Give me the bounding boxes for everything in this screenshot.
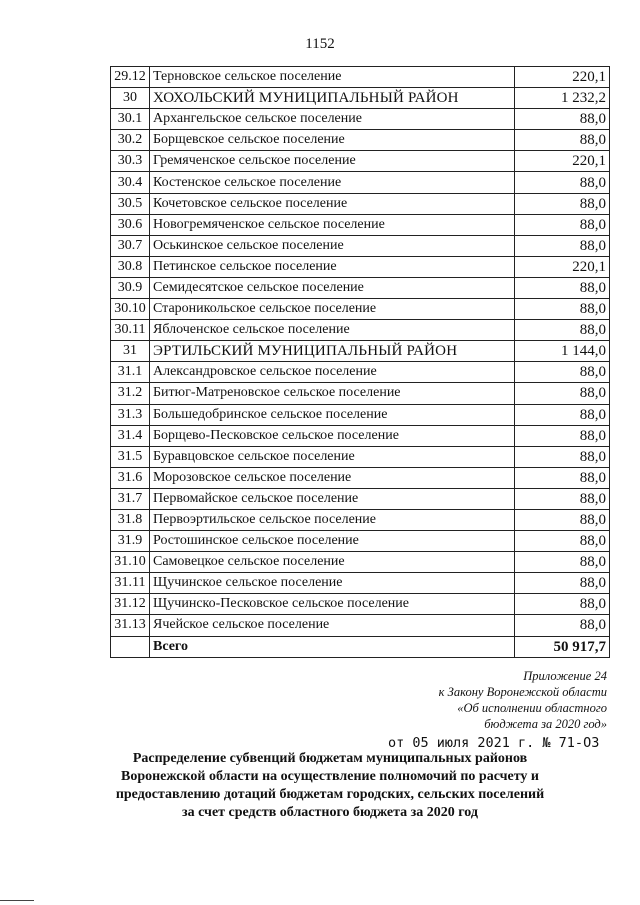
row-amount-cell: 88,0 <box>515 425 610 446</box>
row-number-cell: 31.2 <box>111 383 150 404</box>
district-row <box>111 88 610 109</box>
row-name-cell: Всего <box>150 636 515 657</box>
row-name-cell: ХОХОЛЬСКИЙ МУНИЦИПАЛЬНЫЙ РАЙОН <box>150 88 515 109</box>
row-number-cell: 30.9 <box>111 277 150 298</box>
row-number-cell: 31.8 <box>111 509 150 530</box>
row-name-cell: Щучинско-Песковское сельское поселение <box>150 594 515 615</box>
row-amount-cell: 88,0 <box>515 446 610 467</box>
row-number-cell: 30.1 <box>111 109 150 130</box>
row-name-cell: Буравцовское сельское поселение <box>150 446 515 467</box>
footer-divider <box>0 900 34 901</box>
row-amount-cell: 88,0 <box>515 214 610 235</box>
table-row <box>111 299 610 320</box>
law-date-stamp: от 05 июля 2021 г. № 71-ОЗ <box>388 735 600 751</box>
table-row <box>111 362 610 383</box>
row-name-cell: Первомайское сельское поселение <box>150 488 515 509</box>
row-number-cell: 30.8 <box>111 256 150 277</box>
total-row <box>111 636 610 657</box>
table-row <box>111 404 610 425</box>
row-amount-cell: 88,0 <box>515 615 610 636</box>
row-amount-cell: 88,0 <box>515 467 610 488</box>
row-number-cell: 30.6 <box>111 214 150 235</box>
row-name-cell: Петинское сельское поселение <box>150 256 515 277</box>
row-amount-cell: 88,0 <box>515 594 610 615</box>
row-amount-cell: 88,0 <box>515 277 610 298</box>
row-name-cell: Костенское сельское поселение <box>150 172 515 193</box>
title-line: Воронежской области на осуществление полномочий по расчету и <box>120 769 540 784</box>
row-number-cell: 31.12 <box>111 594 150 615</box>
row-amount-cell: 220,1 <box>515 256 610 277</box>
row-amount-cell: 88,0 <box>515 383 610 404</box>
row-number-cell: 30.5 <box>111 193 150 214</box>
page-number: 1152 <box>305 36 335 52</box>
appendix-line: «Об исполнении областного <box>457 701 607 715</box>
row-name-cell: Ячейское сельское поселение <box>150 615 515 636</box>
row-name-cell: Семидесятское сельское поселение <box>150 277 515 298</box>
row-number-cell: 31.6 <box>111 467 150 488</box>
row-amount-cell: 220,1 <box>515 151 610 172</box>
row-amount-cell: 88,0 <box>515 573 610 594</box>
row-amount-cell: 88,0 <box>515 488 610 509</box>
table-row <box>111 67 610 88</box>
row-name-cell: Морозовское сельское поселение <box>150 467 515 488</box>
row-name-cell: ЭРТИЛЬСКИЙ МУНИЦИПАЛЬНЫЙ РАЙОН <box>150 341 515 362</box>
row-name-cell: Яблоченское сельское поселение <box>150 320 515 341</box>
row-amount-cell: 220,1 <box>515 67 610 88</box>
row-amount-cell: 88,0 <box>515 552 610 573</box>
appendix-line: Приложение 24 <box>523 669 607 683</box>
row-amount-cell: 88,0 <box>515 531 610 552</box>
row-name-cell: Битюг-Матреновское сельское поселение <box>150 383 515 404</box>
table-row <box>111 130 610 151</box>
row-name-cell: Первоэртильское сельское поселение <box>150 509 515 530</box>
row-number-cell: 31.10 <box>111 552 150 573</box>
row-number-cell: 31.5 <box>111 446 150 467</box>
row-amount-cell: 1 144,0 <box>515 341 610 362</box>
row-amount-cell: 88,0 <box>515 130 610 151</box>
row-number-cell: 31 <box>111 341 150 362</box>
row-number-cell: 31.3 <box>111 404 150 425</box>
table-row <box>111 151 610 172</box>
table-row <box>111 594 610 615</box>
row-name-cell: Кочетовское сельское поселение <box>150 193 515 214</box>
table-row <box>111 488 610 509</box>
table-row <box>111 172 610 193</box>
row-amount-cell: 50 917,7 <box>515 636 610 657</box>
table-row <box>111 615 610 636</box>
row-number-cell <box>111 636 150 657</box>
row-number-cell: 31.11 <box>111 573 150 594</box>
row-name-cell: Терновское сельское поселение <box>150 67 515 88</box>
row-name-cell: Гремяченское сельское поселение <box>150 151 515 172</box>
table-row <box>111 383 610 404</box>
row-number-cell: 29.12 <box>111 67 150 88</box>
row-number-cell: 31.9 <box>111 531 150 552</box>
table-row <box>111 214 610 235</box>
table-row <box>111 446 610 467</box>
row-name-cell: Большедобринское сельское поселение <box>150 404 515 425</box>
row-amount-cell: 88,0 <box>515 509 610 530</box>
document-title <box>80 750 580 822</box>
row-number-cell: 31.1 <box>111 362 150 383</box>
row-name-cell: Борщевское сельское поселение <box>150 130 515 151</box>
table-row <box>111 109 610 130</box>
budget-table-body <box>111 67 610 658</box>
title-line: за счет средств областного бюджета за 2020 год <box>181 805 478 820</box>
row-number-cell: 30.4 <box>111 172 150 193</box>
title-line: предоставлению дотаций бюджетам городских, сельских поселений <box>115 787 545 802</box>
appendix-line: бюджета за 2020 год» <box>484 717 607 731</box>
row-name-cell: Самовецкое сельское поселение <box>150 552 515 573</box>
row-name-cell: Александровское сельское поселение <box>150 362 515 383</box>
row-name-cell: Ростошинское сельское поселение <box>150 531 515 552</box>
row-amount-cell: 88,0 <box>515 172 610 193</box>
row-name-cell: Оськинское сельское поселение <box>150 235 515 256</box>
appendix-line: к Закону Воронежской области <box>438 685 607 699</box>
row-number-cell: 30.3 <box>111 151 150 172</box>
row-name-cell: Щучинское сельское поселение <box>150 573 515 594</box>
table-row <box>111 425 610 446</box>
table-row <box>111 531 610 552</box>
row-amount-cell: 88,0 <box>515 320 610 341</box>
row-amount-cell: 88,0 <box>515 299 610 320</box>
row-name-cell: Борщево-Песковское сельское поселение <box>150 425 515 446</box>
row-amount-cell: 1 232,2 <box>515 88 610 109</box>
row-number-cell: 30 <box>111 88 150 109</box>
district-row <box>111 341 610 362</box>
table-row <box>111 467 610 488</box>
table-row <box>111 193 610 214</box>
row-number-cell: 31.13 <box>111 615 150 636</box>
row-name-cell: Архангельское сельское поселение <box>150 109 515 130</box>
row-name-cell: Новогремяченское сельское поселение <box>150 214 515 235</box>
table-row <box>111 573 610 594</box>
row-amount-cell: 88,0 <box>515 235 610 256</box>
row-number-cell: 31.7 <box>111 488 150 509</box>
appendix-note <box>439 668 607 732</box>
row-number-cell: 30.11 <box>111 320 150 341</box>
row-number-cell: 30.2 <box>111 130 150 151</box>
table-row <box>111 235 610 256</box>
row-number-cell: 30.10 <box>111 299 150 320</box>
title-line: Распределение субвенций бюджетам муниципальных районов <box>132 751 528 766</box>
table-row <box>111 256 610 277</box>
budget-table <box>110 66 610 658</box>
row-amount-cell: 88,0 <box>515 404 610 425</box>
table-row <box>111 277 610 298</box>
table-row <box>111 320 610 341</box>
table-row <box>111 552 610 573</box>
row-amount-cell: 88,0 <box>515 362 610 383</box>
row-number-cell: 31.4 <box>111 425 150 446</box>
row-amount-cell: 88,0 <box>515 193 610 214</box>
row-number-cell: 30.7 <box>111 235 150 256</box>
table-row <box>111 509 610 530</box>
row-name-cell: Староникольское сельское поселение <box>150 299 515 320</box>
row-amount-cell: 88,0 <box>515 109 610 130</box>
